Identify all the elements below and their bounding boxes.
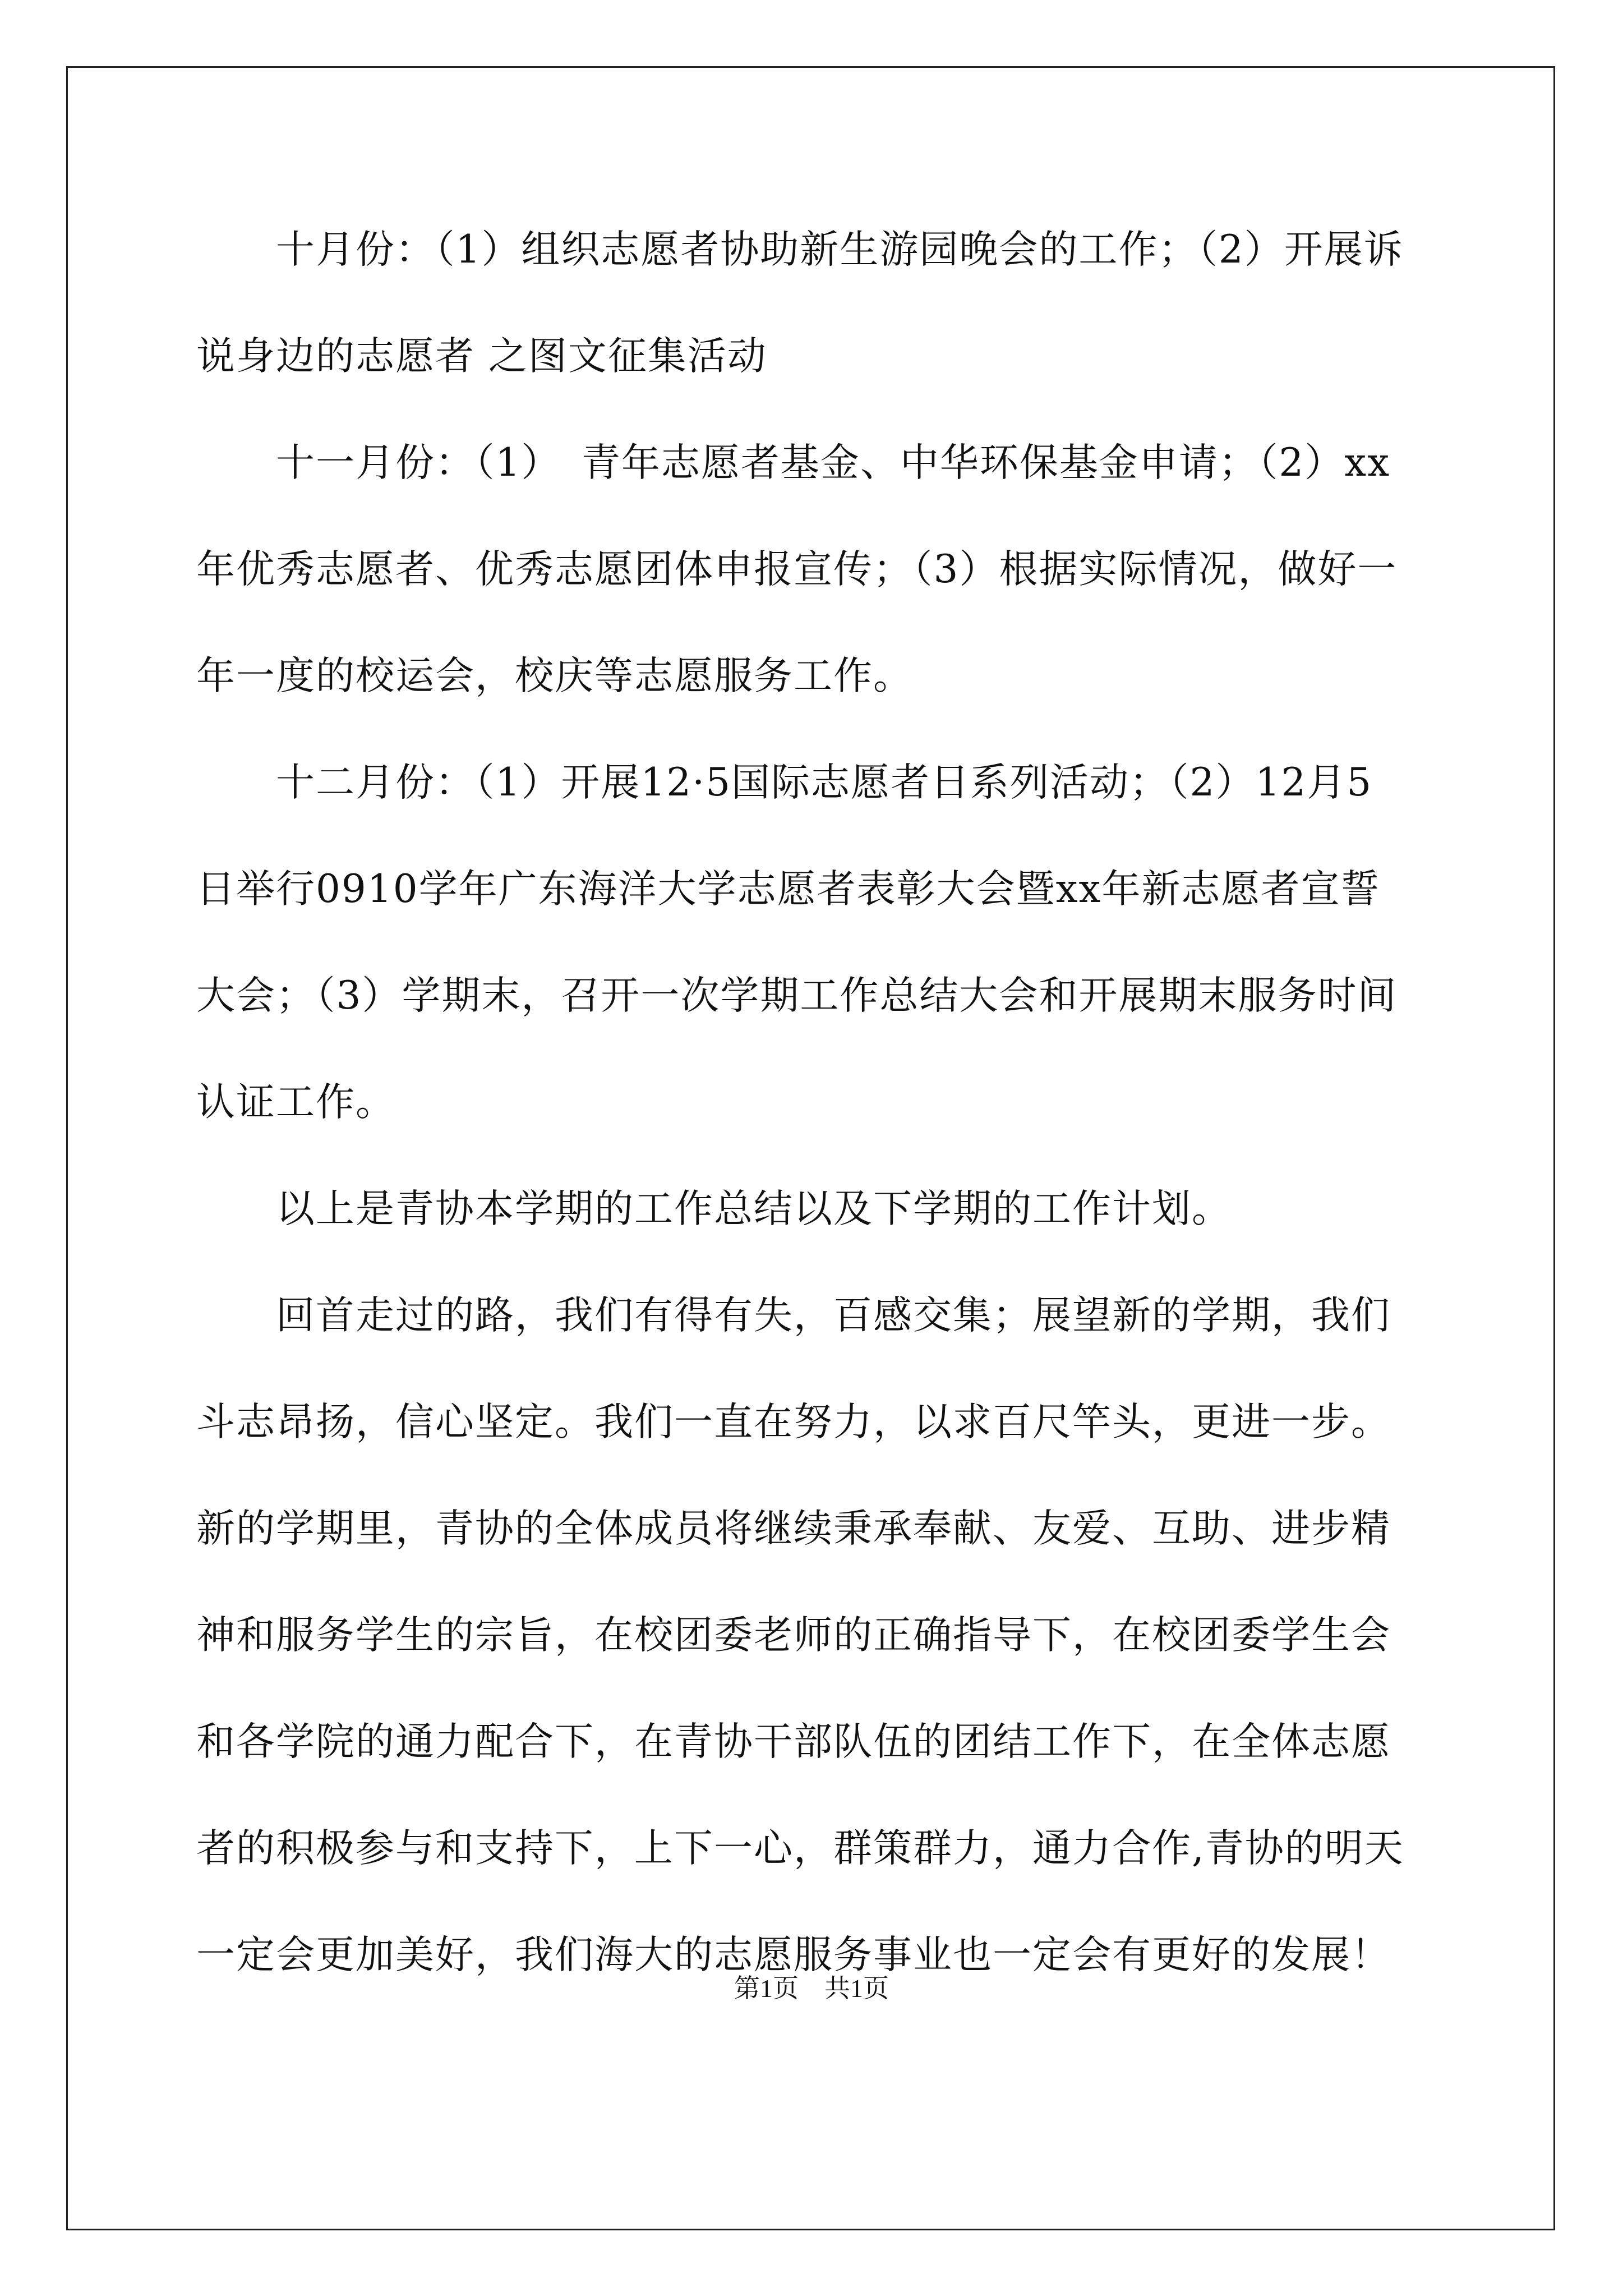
page-footer: 第1页 共1页 [734,1974,889,2003]
text-line: 日举行0910学年广东海洋大学志愿者表彰大会暨xx年新志愿者宣誓 [196,867,1381,912]
text-line: 说身边的志愿者 之图文征集活动 [196,334,767,379]
text-line: 十月份：（1）组织志愿者协助新生游园晚会的工作；（2）开展诉 [196,227,1404,272]
text-line: 十二月份：（1）开展12·5国际志愿者日系列活动；（2）12月5 [196,760,1373,805]
text-line: 年一度的校运会，校庆等志愿服务工作。 [196,654,913,698]
text-line: 新的学期里，青协的全体成员将继续秉承奉献、友爱、互助、进步精 [196,1506,1391,1551]
text-line: 以上是青协本学期的工作总结以及下学期的工作计划。 [196,1186,1232,1231]
text-line: 十一月份：（1） 青年志愿者基金、中华环保基金申请；（2）xx [196,440,1391,485]
page-border [66,66,1555,2230]
text-line: 者的积极参与和支持下，上下一心，群策群力，通力合作,青协的明天 [196,1826,1404,1871]
text-line: 斗志昂扬，信心坚定。我们一直在努力，以求百尺竿头，更进一步。 [196,1400,1391,1444]
text-line: 回首走过的路，我们有得有失，百感交集；展望新的学期，我们 [196,1293,1391,1338]
text-line: 年优秀志愿者、优秀志愿团体申报宣传；（3）根据实际情况，做好一 [196,547,1398,592]
text-line: 认证工作。 [196,1080,395,1125]
text-line: 和各学院的通力配合下，在青协干部队伍的团结工作下，在全体志愿 [196,1719,1391,1764]
text-line: 一定会更加美好，我们海大的志愿服务事业也一定会有更好的发展！ [196,1932,1391,1977]
text-line: 神和服务学生的宗旨，在校团委老师的正确指导下，在校团委学生会 [196,1613,1391,1658]
text-line: 大会；（3）学期末，召开一次学期工作总结大会和开展期末服务时间 [196,973,1398,1018]
